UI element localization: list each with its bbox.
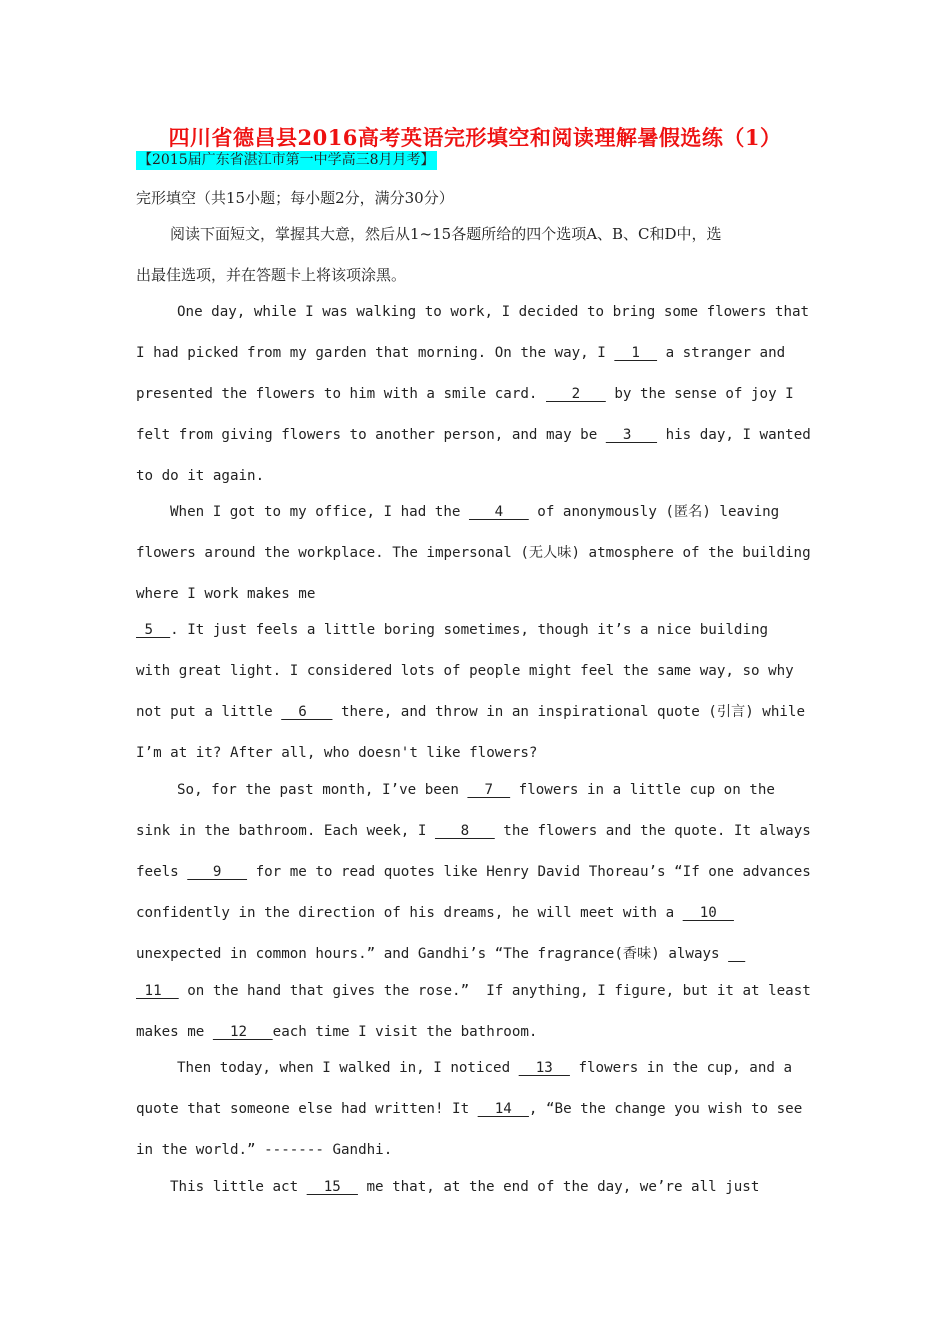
passage-line: quote that someone else had written! It 14 , “Be the change you wish to see bbox=[136, 1101, 803, 1117]
passage-line: presented the flowers to him with a smile card. 2 by the sense of joy I bbox=[136, 386, 794, 402]
passage-line: I’m at it? After all, who doesn't like flowers? bbox=[136, 745, 538, 761]
passage-line: with great light. I considered lots of people might feel the same way, so why bbox=[136, 663, 794, 679]
passage-line: confidently in the direction of his dreams, he will meet with a 10 bbox=[136, 905, 734, 921]
blank-15: 15 bbox=[306, 1179, 358, 1195]
passage-line: One day, while I was walking to work, I decided to bring some flowers that bbox=[177, 304, 810, 320]
blank-12: 12 bbox=[212, 1024, 273, 1040]
blank-5: 5 bbox=[136, 622, 171, 638]
blank-9: 9 bbox=[187, 864, 248, 880]
passage-line: I had picked from my garden that morning. On the way, I 1 a stranger and bbox=[136, 345, 786, 361]
passage-line: So, for the past month, I’ve been 7 flowers in a little cup on the bbox=[177, 782, 775, 798]
passage-line: 11 on the hand that gives the rose.” If anything, I figure, but it at least bbox=[136, 983, 811, 999]
passage-line: When I got to my office, I had the 4 of anonymously (匿名) leaving bbox=[170, 504, 780, 520]
passage-line: in the world.” ------- Gandhi. bbox=[136, 1142, 393, 1158]
passage-line: 5 . It just feels a little boring sometimes, though it’s a nice building bbox=[136, 622, 769, 638]
blank-6: 6 bbox=[281, 704, 333, 720]
passage-line: unexpected in common hours.” and Gandhi’s “The fragrance(香味) always bbox=[136, 944, 745, 964]
blank-8: 8 bbox=[434, 823, 495, 839]
blank-13: 13 bbox=[518, 1060, 570, 1076]
blank-3: 3 bbox=[605, 427, 658, 443]
blank-10: 10 bbox=[682, 905, 734, 921]
passage-line: sink in the bathroom. Each week, I 8 the flowers and the quote. It always bbox=[136, 823, 811, 839]
passage-line: feels 9 for me to read quotes like Henry David Thoreau’s “If one advances bbox=[136, 864, 811, 880]
blank-4: 4 bbox=[468, 504, 529, 520]
blank-7: 7 bbox=[467, 782, 511, 798]
passage-line: flowers around the workplace. The impersonal (无人味) atmosphere of the building bbox=[136, 545, 811, 561]
blank-14: 14 bbox=[477, 1101, 529, 1117]
instructions-line-1: 阅读下面短文，掌握其大意，然后从1~15各题所给的四个选项A、B、C和D中，选 bbox=[170, 225, 722, 243]
passage-line: not put a little 6 there, and throw in an inspirational quote (引言) while bbox=[136, 704, 806, 720]
instructions-line-2: 出最佳选项，并在答题卡上将该项涂黑。 bbox=[136, 266, 407, 284]
blank-11: 11 bbox=[136, 983, 179, 999]
blank-1: 1 bbox=[614, 345, 658, 361]
passage-line: This little act 15 me that, at the end of the day, we’re all just bbox=[170, 1179, 760, 1195]
blank-11-lead bbox=[728, 946, 745, 962]
document-title: 四川省德昌县2016高考英语完形填空和阅读理解暑假选练（1） bbox=[168, 125, 782, 150]
passage-line: Then today, when I walked in, I noticed 13 flowers in the cup, and a bbox=[177, 1060, 793, 1076]
passage-line: felt from giving flowers to another person, and may be 3 his day, I wanted bbox=[136, 427, 811, 443]
section-header: 完形填空（共15小题；每小题2分，满分30分） bbox=[136, 189, 454, 207]
passage-line: to do it again. bbox=[136, 468, 265, 484]
passage-line: makes me 12 each time I visit the bathroom. bbox=[136, 1024, 538, 1040]
passage-line: where I work makes me bbox=[136, 586, 316, 602]
blank-2: 2 bbox=[546, 386, 606, 402]
source-highlight: 【2015届广东省湛江市第一中学高三8月月考】 bbox=[138, 152, 435, 168]
